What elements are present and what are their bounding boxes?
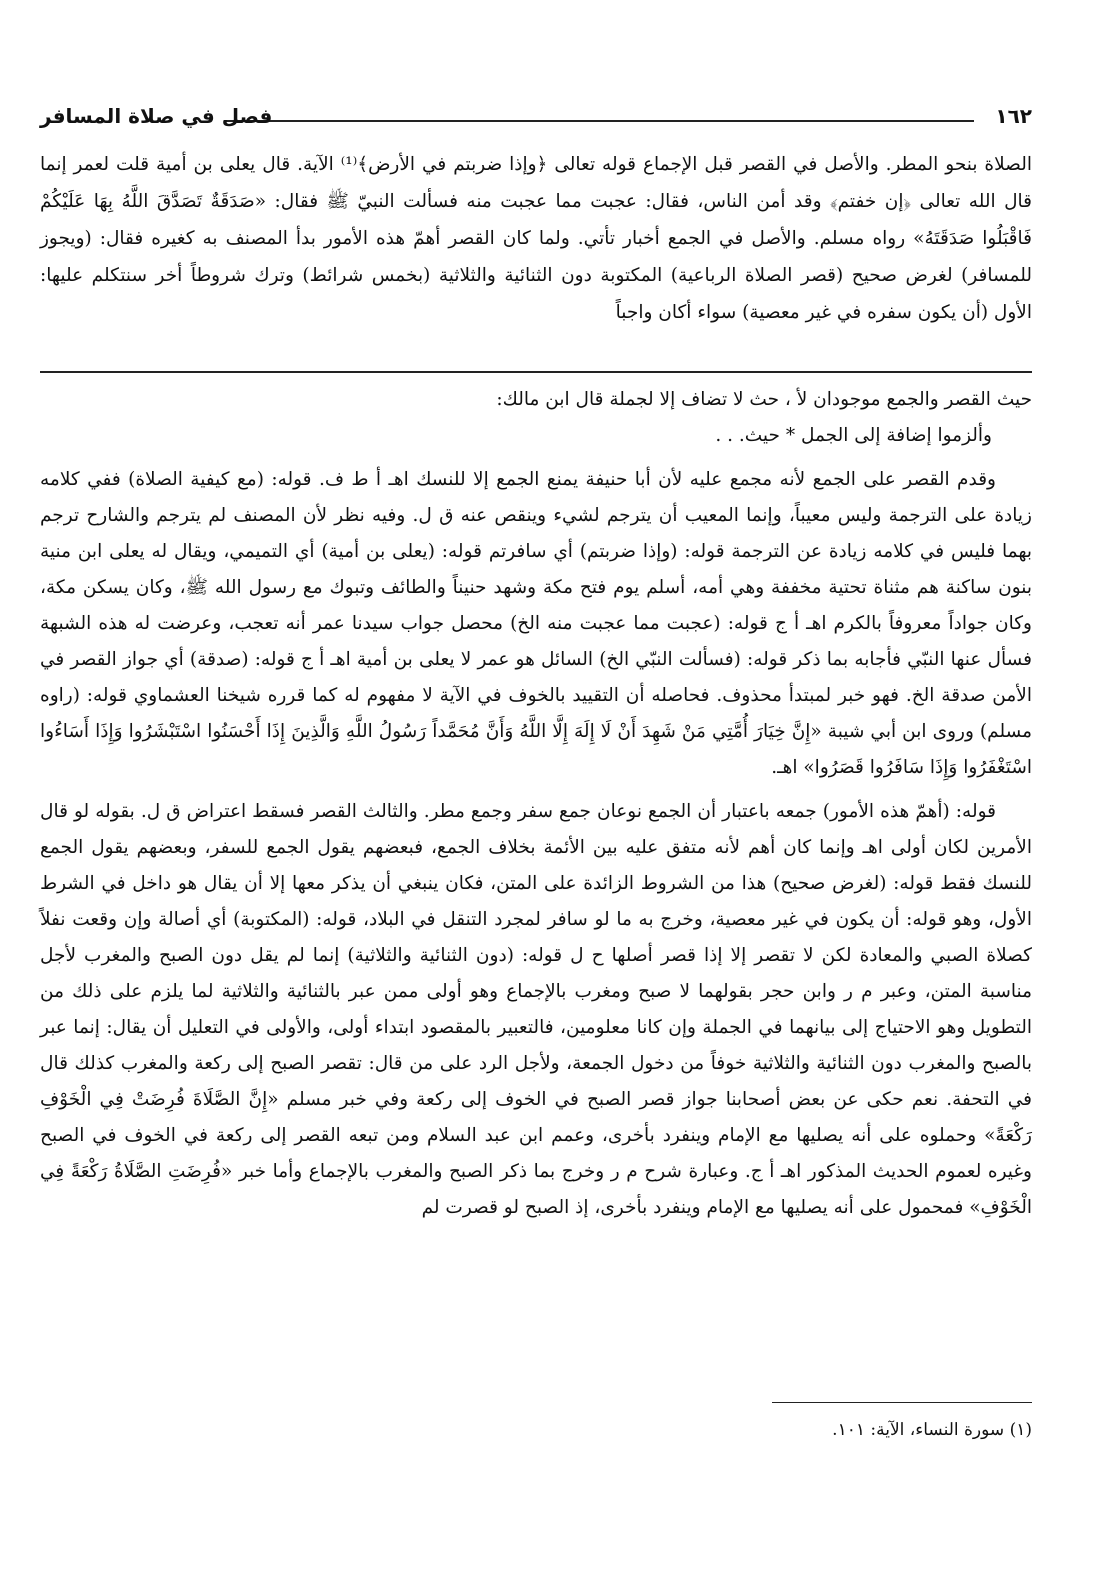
main-text: الصلاة بنحو المطر. والأصل في القصر قبل الإجماع قوله تعالى ﴿وإذا ضربتم في الأرض﴾⁽¹⁾ الآية. قال يعلى بن أمية قلت لعمر إنما قال الله تعالى ﴿إن خفتم﴾ وقد أمن الناس، فقال: عجبت مما عجبت منه فسألت النبيّ ﷺ فقال: «صَدَقَةٌ تَصَدَّقَ اللَّهُ بِهَا عَلَيْكُمْ فَاقْبَلُوا صَدَقَتَهُ» رواه مسلم. والأصل في الجمع أخبار تأتي. ولما كان القصر أهمّ هذه الأمور بدأ المصنف به كغيره فقال: (ويجوز للمسافر) لغرض صحيح (قصر الصلاة الرباعية) المكتوبة دون الثنائية والثلاثية (بخمس شرائط) وترك شروطاً أخر سنتكلم عليها: الأول (أن يكون سفره في غير معصية) سواء أكان واجباً [40,154,1032,323]
main-text-divider [40,371,1032,373]
page-header [40,102,1032,138]
footnote-rule [772,1402,1032,1403]
commentary-first-line: حيث القصر والجمع موجودان لأ ، حث لا تضاف إلا لجملة قال ابن مالك: [496,389,1032,410]
running-title: فصل في صلاة المسافر [40,104,273,128]
commentary-section [40,382,1032,1234]
commentary-paragraph-2: قوله: (أهمّ هذه الأمور) جمعه باعتبار أن الجمع نوعان جمع سفر وجمع مطر. والثالث القصر فسقط اعتراض ق ل. بقوله لو قال الأمرين لكان أولى اهـ وإنما كان أهم لأنه متفق عليه بين الأئمة بخلاف الجمع، فبعضهم يقول الجمع للسفر، وبعضهم يقول الجمع للنسك فقط قوله: (لغرض صحيح) هذا من الشروط الزائدة على المتن، فكان ينبغي أن يذكر معها إلا أن يقال هو داخل في الشرط الأول، وهو قوله: أن يكون في غير معصية، وخرج به ما لو سافر لمجرد التنقل في البلاد، قوله: (المكتوبة) أي أصالة وإن وقعت نفلاً كصلاة الصبي والمعادة لكن لا تقصر إلا إذا قصر أصلها ح ل قوله: (دون الثنائية والثلاثية) إنما لم يقل دون الصبح والمغرب لأجل مناسبة المتن، وعبر م ر وابن حجر بقولهما لا صبح ومغرب بالإجماع وهو أولى ممن عبر بالثنائية والثلاثية لما يلزم على ذلك من التطويل وهو الاحتياج إلى بيانهما في الجملة وإن كانا معلومين، فالتعبير بالمقصود ابتداء أولى، والأولى في التعليل أن يقال: إنما عبر بالصبح والمغرب دون الثنائية والثلاثية خوفاً من دخول الجمعة، ولأجل الرد على من قال: تقصر الصبح إلى ركعة والمغرب كذلك قال في التحفة. نعم حكى عن بعض أصحابنا جواز قصر الصبح في الخوف إلى ركعة وفي خبر مسلم «إِنَّ الصَّلَاةَ فُرِضَتْ فِي الْخَوْفِ رَكْعَةً» وحملوه على أنه يصليها مع الإمام وينفرد بأخرى، وعمم ابن عبد السلام ومن تبعه القصر إلى ركعة في الخوف في الصبح وغيره لعموم الحديث المذكور اهـ أ ج. وعبارة شرح م ر وخرج بما ذكر الصبح والمغرب بالإجماع وأما خبر «فُرِضَتِ الصَّلَاةُ رَكْعَةً فِي الْخَوْفِ» فمحمول على أنه يصليها مع الإمام وينفرد بأخرى، إذ الصبح لو قصرت لم [40,801,1032,1218]
footnote: (١) سورة النساء، الآية: ١٠١. [832,1420,1032,1440]
header-rule [224,120,974,122]
commentary-paragraph-1: وقدم القصر على الجمع لأنه مجمع عليه لأن أبا حنيفة يمنع الجمع إلا للنسك اهـ أ ط ف. قوله: (مع كيفية الصلاة) ففي كلامه زيادة على الترجمة وليس معيباً، وإنما المعيب أن يترجم لشيء وينقص عنه ق ل. وفيه نظر لأن المصنف لم يترجم والشارح ترجم بهما فليس في كلامه زيادة عن الترجمة قوله: (وإذا ضربتم) أي سافرتم قوله: (يعلى بن أمية) أي التميمي، ويقال له يعلى ابن منية بنون ساكنة هم مثناة تحتية مخففة وهي أمه، أسلم يوم فتح مكة وشهد حنيناً والطائف وتبوك مع رسول الله ﷺ، وكان يسكن مكة، وكان جواداً معروفاً بالكرم اهـ أ ج قوله: (عجبت مما عجبت منه الخ) محصل جواب سيدنا عمر أنه تعجب، وعرضت له هذه الشبهة فسأل عنها النبّي فأجابه بما ذكر قوله: (فسألت النبّي الخ) السائل هو عمر لا يعلى بن أمية اهـ أ ج قوله: (صدقة) أي جواز القصر في الأمن صدقة الخ. فهو خبر لمبتدأ محذوف. فحاصله أن التقييد بالخوف في الآية لا مفهوم له كما قرره شيخنا العشماوي قوله: (راوه مسلم) وروى ابن أبي شيبة «إِنَّ خِيَارَ أُمَّتِي مَنْ شَهِدَ أَنْ لَا إِلَهَ إِلَّا اللَّهُ وَأَنَّ مُحَمَّداً رَسُولُ اللَّهِ وَالَّذِينَ إِذَا أَحْسَنُوا اسْتَبْشَرُوا وَإِذَا أَسَاءُوا اسْتَغْفَرُوا وَإِذَا سَافَرُوا قَصَرُوا» اهـ. [40,469,1032,778]
page-number: ١٦٢ [995,104,1032,128]
verse-quote: وألزموا إضافة إلى الجمل * حيث. . . [715,425,992,446]
